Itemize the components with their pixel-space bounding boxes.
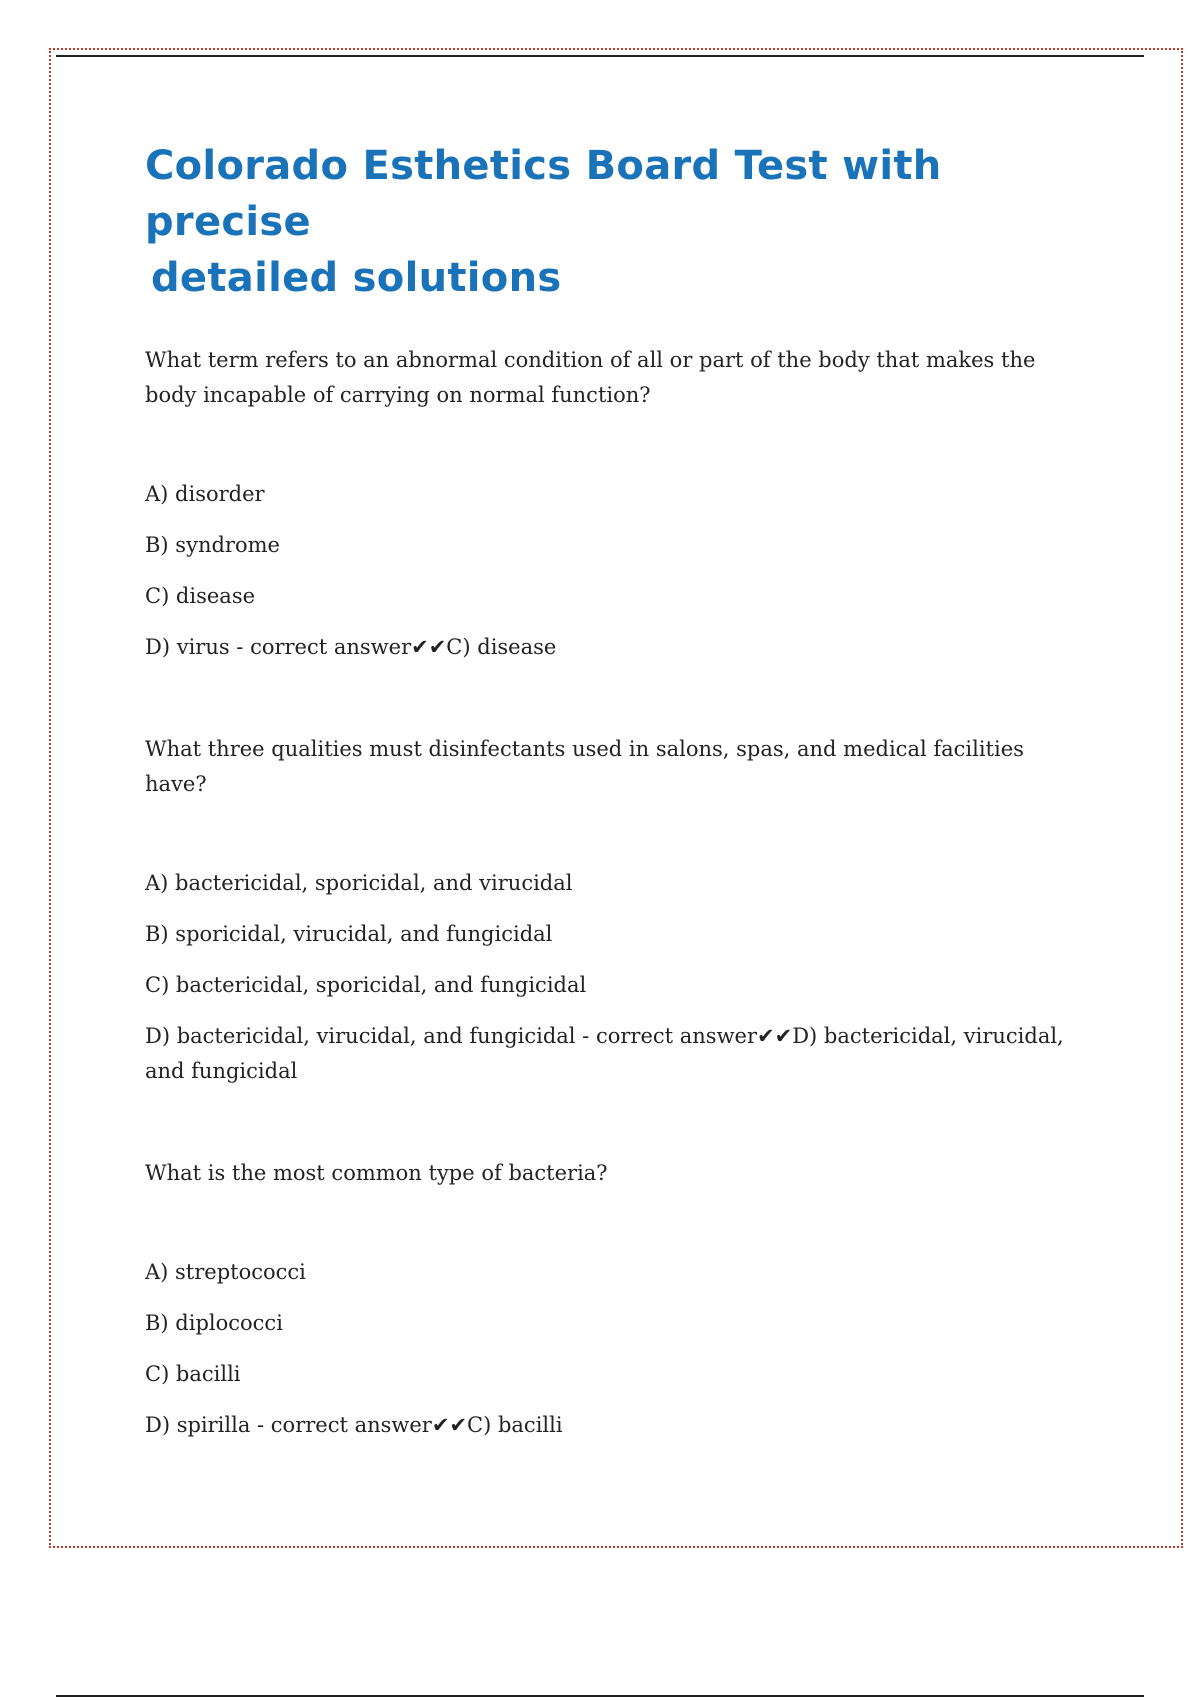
question-text: What is the most common type of bacteria? [145,1161,608,1185]
title-line-2: detailed solutions [151,255,562,301]
option-b: B) diplococci [145,1311,283,1335]
option-a: A) bactericidal, sporicidal, and virucidal [145,871,573,895]
bottom-divider [56,1695,1144,1697]
top-divider [56,55,1144,57]
question-block-1 [145,343,1085,665]
option-b: B) sporicidal, virucidal, and fungicidal [145,922,553,946]
option-a: A) streptococci [145,1260,306,1284]
question-list [145,343,1085,1510]
option-d-with-answer: D) virus - correct answer✔✔C) disease [145,635,557,659]
title-line-1: Colorado Esthetics Board Test with precise [145,143,942,245]
answer-options [145,477,1085,665]
option-d-with-answer: D) bactericidal, virucidal, and fungicidal - correct answer✔✔D) bactericidal, virucidal, and fungicidal [145,1024,1064,1083]
option-c: C) bacilli [145,1362,241,1386]
option-a: A) disorder [145,482,265,506]
question-block-2 [145,732,1085,1089]
question-block-3 [145,1156,1085,1443]
answer-options [145,1255,1085,1443]
option-b: B) syndrome [145,533,280,557]
option-c: C) bactericidal, sporicidal, and fungicidal [145,973,587,997]
option-d-with-answer: D) spirilla - correct answer✔✔C) bacilli [145,1413,563,1437]
answer-options [145,866,1085,1089]
option-c: C) disease [145,584,256,608]
document-title [145,138,1105,306]
question-text: What three qualities must disinfectants used in salons, spas, and medical facilities have? [145,737,1024,796]
question-text: What term refers to an abnormal condition of all or part of the body that makes the body incapable of carrying on normal function? [145,348,1036,407]
